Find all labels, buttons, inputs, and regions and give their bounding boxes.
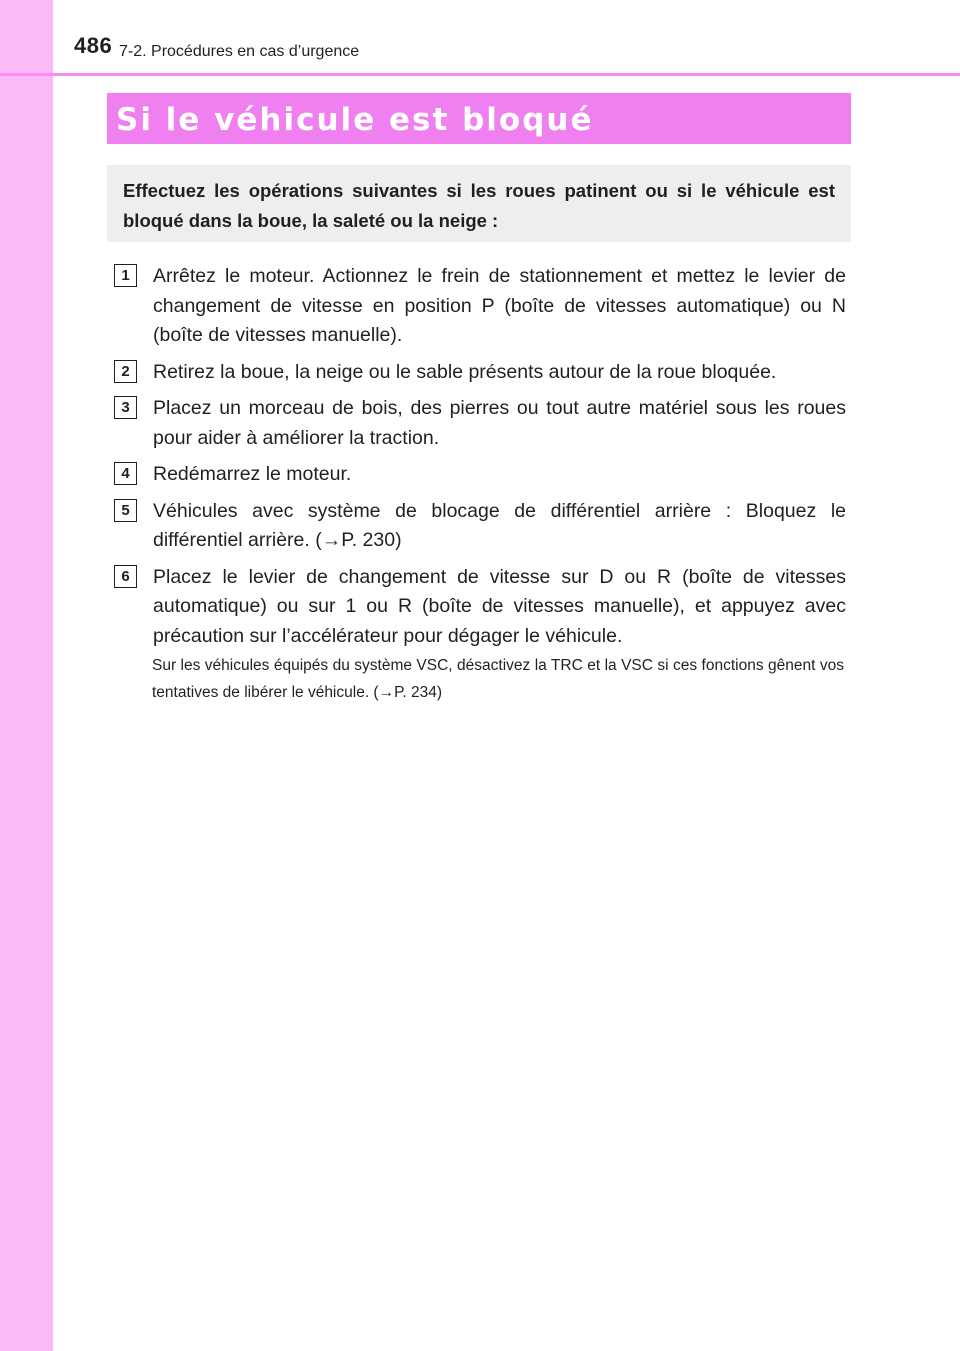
step-number-badge: 3 <box>114 396 137 419</box>
page-header <box>0 0 960 74</box>
step-number-badge: 6 <box>114 565 137 588</box>
step-text: Arrêtez le moteur. Actionnez le frein de stationnement et mettez le levier de changement de vitesse en position P (boîte de vitesses automatique) ou N (boîte de vitesses manuelle). <box>153 265 846 346</box>
intro-box <box>107 165 851 242</box>
step-item <box>114 563 846 652</box>
step-text: Placez un morceau de bois, des pierres ou tout autre matériel sous les roues pour aider à améliorer la traction. <box>153 397 846 449</box>
section-title: 7-2. Procédures en cas d’urgence <box>119 43 360 60</box>
step-number-badge: 2 <box>114 360 137 383</box>
steps-list <box>114 262 846 658</box>
step-item <box>114 460 846 490</box>
note-text: Sur les véhicules équipés du système VSC, désactivez la TRC et la VSC si ces fonctions gênent vos tentatives de libérer le véhicule. (→P. 234) <box>152 657 844 701</box>
intro-text: Effectuez les opérations suivantes si les roues patinent ou si le véhicule est bloqué dans la boue, la saleté ou la neige : <box>123 180 835 231</box>
step-number-badge: 4 <box>114 462 137 485</box>
page-title: Si le véhicule est bloqué <box>116 102 594 138</box>
page-number: 486 <box>74 33 113 58</box>
step-text: Redémarrez le moteur. <box>153 463 352 485</box>
step-item <box>114 394 846 453</box>
step-item <box>114 497 846 556</box>
step-number-badge: 1 <box>114 264 137 287</box>
step-text: Retirez la boue, la neige ou le sable présents autour de la roue bloquée. <box>153 360 777 383</box>
step-number-badge: 5 <box>114 499 137 522</box>
title-bar <box>107 93 851 144</box>
side-color-band <box>0 0 53 1351</box>
step-item <box>114 262 846 351</box>
header-divider <box>0 73 960 76</box>
step-text: Véhicules avec système de blocage de différentiel arrière : Bloquez le différentiel arrière. (→P. 230) <box>153 499 846 551</box>
step-item <box>114 358 846 388</box>
step-text: Placez le levier de changement de vitesse sur D ou R (boîte de vitesses automatique) ou sur 1 ou R (boîte de vitesses manuelle), et appuyez avec précaution sur l’accélérateur pour dégager le véhicule. <box>153 565 846 647</box>
